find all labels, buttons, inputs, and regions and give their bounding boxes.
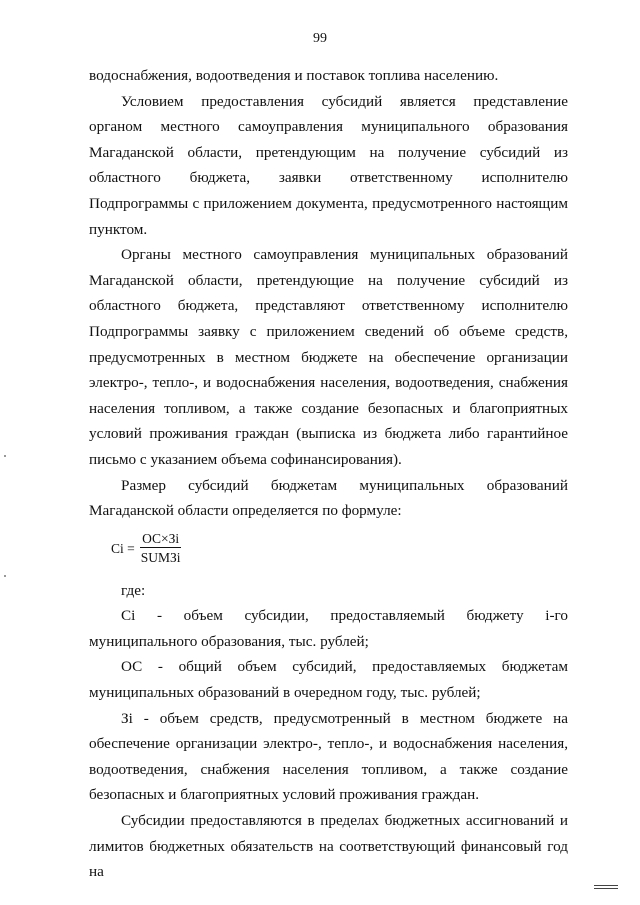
definition-ci: Ci - объем субсидии, предоставляемый бюджету i-го муниципального образования, тыс. рублей; [89,607,568,650]
scan-corner-marks [594,885,618,891]
paragraph-continuation: водоснабжения, водоотведения и поставок топлива населению. [89,67,499,84]
paragraph-applicants: Органы местного самоуправления муниципальных образований Магаданской области, претендующие на получение субсидий из областного бюджета, представляют ответственному исполнителю Подпрограммы заявку с приложением сведений об объеме средств, предусмотренных в местном бюджете на обеспечение организации электро-, тепло-, и водоснабжения населения, водоотведения, снабжения населения топливом, а также создание безопасных и благоприятных условий проживания граждан (выписка из бюджета либо гарантийное письмо с указанием объема софинансирования). [89,246,568,468]
formula-lhs: Ci = [111,540,135,556]
scan-margin-mark [4,455,6,457]
formula-numerator: ОС×Зi [142,531,180,547]
paragraph-condition: Условием предоставления субсидий является представление органом местного самоуправления муниципального образования Магаданской области, претендующим на получение субсидий из областного бюджета, заявки ответственному исполнителю Подпрограммы с приложением документа, предусмотренного настоящим пунктом. [89,92,568,238]
subsidy-formula [111,525,568,573]
formula-denominator: SUMЗi [140,550,181,566]
page-number: 99 [313,31,327,46]
formula-where-label: где: [121,581,146,599]
paragraph-subsidy-size: Размер субсидий бюджетам муниципальных образований Магаданской области определяется по формуле: [89,476,568,520]
formula-fraction [139,530,183,567]
definition-oc: ОС - общий объем субсидий, предоставляемых бюджетам муниципальных образований в очередном году, тыс. рублей; [89,658,568,702]
scan-margin-mark [4,575,6,577]
definition-zi: Зi - объем средств, предусмотренный в местном бюджете на обеспечение организации электро-, тепло-, и водоснабжения населения, водоотведения, снабжения населения топливом, а также создание безопасных и благоприятных условий проживания граждан. [89,709,568,804]
document-body [89,63,568,885]
paragraph-allocation: Субсидии предоставляются в пределах бюджетных ассигнований и лимитов бюджетных обязательств на соответствующий финансовый год на [89,812,568,881]
